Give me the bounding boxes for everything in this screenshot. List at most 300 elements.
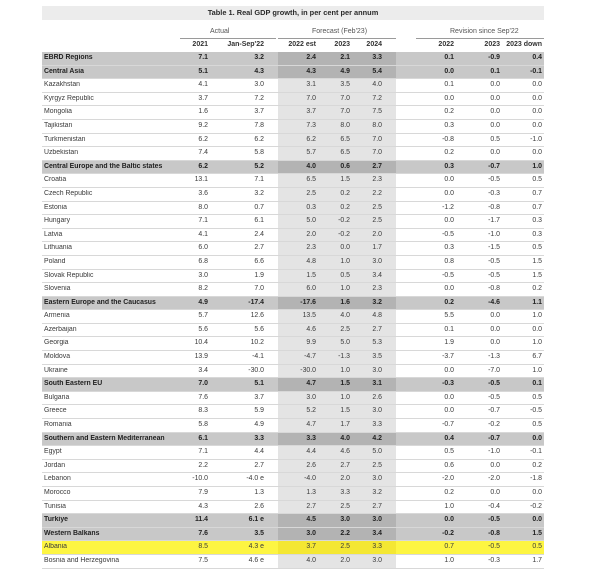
cell-value: 1.0 xyxy=(340,285,350,293)
cell-value: -17.4 xyxy=(248,298,264,306)
cell-value: 2.3 xyxy=(306,244,316,252)
row-label: Turkmenistan xyxy=(44,135,86,143)
cell-value: 3.0 xyxy=(372,516,382,524)
cell-value: 0.1 xyxy=(444,325,454,333)
cell-value: -30.0 xyxy=(248,366,264,374)
cell-value: 3.4 xyxy=(198,366,208,374)
cell-value: -0.2 xyxy=(338,217,350,225)
cell-value: 1.7 xyxy=(372,244,382,252)
column-header: 2023 down xyxy=(506,41,542,48)
row-label: Croatia xyxy=(44,176,67,184)
cell-value: 3.6 xyxy=(198,189,208,197)
cell-value: 0.5 xyxy=(490,135,500,143)
cell-value: 0.3 xyxy=(532,230,542,238)
cell-value: 5.9 xyxy=(254,407,264,415)
cell-value: 0.0 xyxy=(490,149,500,157)
cell-value: 0.5 xyxy=(340,271,350,279)
cell-value: -7.0 xyxy=(488,366,500,374)
table-title: Table 1. Real GDP growth, in per cent per annum xyxy=(42,6,544,20)
region-row xyxy=(42,52,544,66)
row-label: Poland xyxy=(44,257,66,265)
row-label: Bosnia and Herzegovina xyxy=(44,556,120,564)
cell-value: 2.7 xyxy=(306,502,316,510)
cell-value: -4.6 xyxy=(488,298,500,306)
cell-value: 0.0 xyxy=(444,189,454,197)
cell-value: 0.0 xyxy=(340,244,350,252)
cell-value: 3.1 xyxy=(306,81,316,89)
country-row xyxy=(42,215,544,229)
row-label: Hungary xyxy=(44,217,71,225)
cell-value: 0.5 xyxy=(532,176,542,184)
cell-value: 5.6 xyxy=(198,325,208,333)
cell-value: -1.5 xyxy=(488,244,500,252)
cell-value: 0.6 xyxy=(340,162,350,170)
cell-value: 5.1 xyxy=(254,380,264,388)
group-forecast: Forecast (Feb'23) xyxy=(312,28,368,35)
cell-value: -2.0 xyxy=(488,475,500,483)
cell-value: 2.7 xyxy=(372,325,382,333)
cell-value: -0.5 xyxy=(442,271,454,279)
cell-value: -0.2 xyxy=(338,230,350,238)
cell-value: 3.7 xyxy=(306,108,316,116)
row-label: Central Asia xyxy=(44,67,84,75)
cell-value: 7.6 xyxy=(198,529,208,537)
column-header: 2023 xyxy=(334,41,350,48)
cell-value: 13.9 xyxy=(194,353,208,361)
region-row xyxy=(42,66,544,80)
cell-value: 0.2 xyxy=(444,108,454,116)
cell-value: 3.4 xyxy=(372,529,382,537)
cell-value: -1.0 xyxy=(488,230,500,238)
cell-value: 1.6 xyxy=(198,108,208,116)
cell-value: 0.2 xyxy=(532,461,542,469)
cell-value: -0.8 xyxy=(488,203,500,211)
cell-value: 2.7 xyxy=(372,162,382,170)
country-row xyxy=(42,93,544,107)
cell-value: 7.0 xyxy=(254,285,264,293)
cell-value: 4.2 xyxy=(372,434,382,442)
cell-value: -0.2 xyxy=(530,502,542,510)
cell-value: 0.8 xyxy=(444,257,454,265)
cell-value: 2.5 xyxy=(372,203,382,211)
cell-value: 3.0 xyxy=(372,475,382,483)
cell-value: 4.3 e xyxy=(248,543,264,551)
cell-value: 3.0 xyxy=(372,556,382,564)
cell-value: 2.6 xyxy=(372,393,382,401)
cell-value: 2.0 xyxy=(340,475,350,483)
cell-value: 0.5 xyxy=(532,543,542,551)
column-header-row xyxy=(42,39,544,52)
cell-value: 0.0 xyxy=(532,108,542,116)
cell-value: 4.4 xyxy=(254,448,264,456)
cell-value: 4.7 xyxy=(306,421,316,429)
cell-value: 4.9 xyxy=(340,67,350,75)
cell-value: 4.0 xyxy=(340,434,350,442)
cell-value: 1.3 xyxy=(306,489,316,496)
cell-value: 6.8 xyxy=(198,257,208,265)
cell-value: -1.8 xyxy=(530,475,542,483)
cell-value: 4.6 xyxy=(306,325,316,333)
cell-value: 0.5 xyxy=(444,448,454,456)
cell-value: 1.5 xyxy=(340,380,350,388)
cell-value: 4.4 xyxy=(306,448,316,456)
cell-value: 0.0 xyxy=(490,339,500,347)
cell-value: 6.2 xyxy=(306,135,316,143)
column-header: 2022 est xyxy=(288,41,316,48)
cell-value: -10.0 xyxy=(192,475,208,483)
cell-value: 2.5 xyxy=(340,502,350,510)
cell-value: 2.5 xyxy=(340,325,350,333)
cell-value: 1.0 xyxy=(340,393,350,401)
row-label: Azerbaijan xyxy=(44,325,77,333)
row-label: Morocco xyxy=(44,489,71,496)
cell-value: -0.5 xyxy=(530,407,542,415)
column-header: 2021 xyxy=(192,41,208,48)
country-row xyxy=(42,174,544,188)
cell-value: 4.3 xyxy=(254,67,264,75)
region-row xyxy=(42,528,544,542)
cell-value: 13.1 xyxy=(194,176,208,184)
cell-value: -0.5 xyxy=(488,176,500,184)
cell-value: -4.7 xyxy=(304,353,316,361)
cell-value: 4.0 xyxy=(306,162,316,170)
row-label: Western Balkans xyxy=(44,529,100,537)
cell-value: 7.0 xyxy=(372,149,382,157)
cell-value: 7.1 xyxy=(198,217,208,225)
cell-value: -0.4 xyxy=(488,502,500,510)
cell-value: 2.5 xyxy=(372,461,382,469)
cell-value: -4.0 e xyxy=(246,475,264,483)
cell-value: -0.5 xyxy=(488,516,500,524)
cell-value: 0.0 xyxy=(444,94,454,102)
cell-value: -4.0 xyxy=(304,475,316,483)
cell-value: 4.9 xyxy=(198,298,208,306)
row-label: Turkiye xyxy=(44,516,68,524)
country-row xyxy=(42,229,544,243)
cell-value: 7.0 xyxy=(198,380,208,388)
cell-value: 3.2 xyxy=(372,489,382,496)
column-header: 2023 xyxy=(484,41,500,48)
cell-value: 0.7 xyxy=(532,189,542,197)
cell-value: 0.3 xyxy=(306,203,316,211)
cell-value: 1.1 xyxy=(532,298,542,306)
cell-value: 7.5 xyxy=(198,556,208,564)
cell-value: 1.0 xyxy=(532,312,542,320)
cell-value: 0.0 xyxy=(490,312,500,320)
cell-value: -0.8 xyxy=(488,529,500,537)
cell-value: 3.3 xyxy=(306,434,316,442)
cell-value: 4.0 xyxy=(306,556,316,564)
cell-value: 3.3 xyxy=(372,54,382,61)
cell-value: -2.0 xyxy=(442,475,454,483)
cell-value: 2.0 xyxy=(340,556,350,564)
cell-value: -0.2 xyxy=(488,421,500,429)
cell-value: 0.0 xyxy=(490,461,500,469)
country-row xyxy=(42,283,544,297)
cell-value: 0.7 xyxy=(444,543,454,551)
cell-value: 7.1 xyxy=(198,54,208,61)
cell-value: 7.1 xyxy=(198,448,208,456)
cell-value: 6.7 xyxy=(532,353,542,361)
cell-value: 5.8 xyxy=(198,421,208,429)
table-body xyxy=(42,52,544,569)
cell-value: 6.0 xyxy=(198,244,208,252)
cell-value: 2.5 xyxy=(340,543,350,551)
cell-value: 0.0 xyxy=(444,393,454,401)
cell-value: 7.1 xyxy=(254,176,264,184)
cell-value: 0.0 xyxy=(532,149,542,157)
cell-value: 8.0 xyxy=(198,203,208,211)
cell-value: 10.2 xyxy=(250,339,264,347)
cell-value: 5.7 xyxy=(306,149,316,157)
cell-value: 1.5 xyxy=(340,407,350,415)
cell-value: 11.4 xyxy=(194,516,208,524)
country-row xyxy=(42,541,544,555)
country-row xyxy=(42,188,544,202)
cell-value: 1.0 xyxy=(532,366,542,374)
row-label: Estonia xyxy=(44,203,67,211)
cell-value: 8.0 xyxy=(340,121,350,129)
cell-value: 0.0 xyxy=(444,217,454,225)
cell-value: 13.5 xyxy=(302,312,316,320)
cell-value: 1.6 xyxy=(340,298,350,306)
cell-value: 0.0 xyxy=(444,407,454,415)
cell-value: 2.4 xyxy=(254,230,264,238)
cell-value: 6.2 xyxy=(198,135,208,143)
cell-value: 7.6 xyxy=(198,393,208,401)
cell-value: 4.6 xyxy=(340,448,350,456)
cell-value: 2.2 xyxy=(198,461,208,469)
region-row xyxy=(42,514,544,528)
cell-value: 0.0 xyxy=(490,121,500,129)
cell-value: 5.0 xyxy=(340,339,350,347)
cell-value: -3.7 xyxy=(442,353,454,361)
cell-value: 3.3 xyxy=(372,421,382,429)
cell-value: 0.5 xyxy=(532,421,542,429)
row-label: Jordan xyxy=(44,461,66,469)
cell-value: 3.7 xyxy=(254,393,264,401)
cell-value: 6.5 xyxy=(306,176,316,184)
row-label: Moldova xyxy=(44,353,71,361)
cell-value: 2.6 xyxy=(306,461,316,469)
cell-value: 0.0 xyxy=(490,108,500,116)
cell-value: 0.0 xyxy=(490,489,500,496)
column-header: 2022 xyxy=(438,41,454,48)
country-row xyxy=(42,555,544,569)
cell-value: -0.5 xyxy=(488,380,500,388)
cell-value: 5.2 xyxy=(254,162,264,170)
cell-value: -0.5 xyxy=(488,543,500,551)
cell-value: 7.2 xyxy=(372,94,382,102)
cell-value: -1.2 xyxy=(442,203,454,211)
cell-value: 4.0 xyxy=(372,81,382,89)
cell-value: 2.2 xyxy=(372,189,382,197)
cell-value: 7.2 xyxy=(254,94,264,102)
cell-value: 3.0 xyxy=(198,271,208,279)
cell-value: 7.4 xyxy=(198,149,208,157)
row-label: Latvia xyxy=(44,230,63,238)
cell-value: 2.7 xyxy=(372,502,382,510)
cell-value: 6.1 xyxy=(254,217,264,225)
cell-value: 0.1 xyxy=(490,67,500,75)
cell-value: 3.0 xyxy=(306,529,316,537)
cell-value: 2.0 xyxy=(306,230,316,238)
cell-value: 7.0 xyxy=(340,108,350,116)
cell-value: 5.3 xyxy=(372,339,382,347)
cell-value: -0.3 xyxy=(442,380,454,388)
cell-value: 9.9 xyxy=(306,339,316,347)
cell-value: 8.3 xyxy=(198,407,208,415)
cell-value: -0.7 xyxy=(488,434,500,442)
row-label: South Eastern EU xyxy=(44,380,103,388)
row-label: Lithuania xyxy=(44,244,72,252)
cell-value: -0.8 xyxy=(442,135,454,143)
cell-value: 2.7 xyxy=(254,244,264,252)
country-row xyxy=(42,310,544,324)
cell-value: 0.2 xyxy=(532,285,542,293)
cell-value: 3.3 xyxy=(254,434,264,442)
cell-value: 3.2 xyxy=(254,189,264,197)
cell-value: 4.8 xyxy=(306,257,316,265)
cell-value: 1.0 xyxy=(444,556,454,564)
cell-value: 4.8 xyxy=(372,312,382,320)
country-row xyxy=(42,446,544,460)
cell-value: -0.3 xyxy=(488,556,500,564)
region-row xyxy=(42,161,544,175)
cell-value: 1.7 xyxy=(532,556,542,564)
row-label: Eastern Europe and the Caucasus xyxy=(44,298,156,306)
cell-value: -0.2 xyxy=(442,529,454,537)
cell-value: 3.0 xyxy=(372,366,382,374)
cell-value: 5.6 xyxy=(254,325,264,333)
cell-value: 8.0 xyxy=(372,121,382,129)
cell-value: 3.0 xyxy=(372,407,382,415)
cell-value: -0.5 xyxy=(488,393,500,401)
column-group-header-row xyxy=(42,26,544,39)
cell-value: 5.0 xyxy=(306,217,316,225)
cell-value: 1.9 xyxy=(254,271,264,279)
cell-value: -4.1 xyxy=(252,353,264,361)
row-label: Southern and Eastern Mediterranean xyxy=(44,434,165,442)
cell-value: -0.8 xyxy=(488,285,500,293)
cell-value: 5.1 xyxy=(198,67,208,75)
cell-value: 3.0 xyxy=(340,516,350,524)
cell-value: -1.0 xyxy=(530,135,542,143)
region-row xyxy=(42,433,544,447)
cell-value: 1.0 xyxy=(444,502,454,510)
cell-value: 0.2 xyxy=(340,189,350,197)
cell-value: 0.3 xyxy=(444,162,454,170)
cell-value: 3.5 xyxy=(340,81,350,89)
column-header: Jan-Sep'22 xyxy=(227,41,264,48)
cell-value: 0.2 xyxy=(340,203,350,211)
cell-value: 0.0 xyxy=(444,516,454,524)
cell-value: 0.3 xyxy=(444,121,454,129)
country-row xyxy=(42,351,544,365)
cell-value: 3.7 xyxy=(254,108,264,116)
cell-value: 2.2 xyxy=(340,529,350,537)
cell-value: -0.3 xyxy=(488,189,500,197)
country-row xyxy=(42,147,544,161)
cell-value: 6.5 xyxy=(340,149,350,157)
cell-value: 1.5 xyxy=(532,257,542,265)
cell-value: 0.1 xyxy=(444,81,454,89)
cell-value: 3.3 xyxy=(340,489,350,496)
cell-value: 3.2 xyxy=(372,298,382,306)
row-label: Tajikistan xyxy=(44,121,73,129)
cell-value: 0.0 xyxy=(444,285,454,293)
cell-value: 0.6 xyxy=(444,461,454,469)
cell-value: 7.0 xyxy=(306,94,316,102)
cell-value: -0.5 xyxy=(488,257,500,265)
cell-value: 5.8 xyxy=(254,149,264,157)
row-label: Georgia xyxy=(44,339,69,347)
cell-value: 7.9 xyxy=(198,489,208,496)
country-row xyxy=(42,202,544,216)
cell-value: 0.0 xyxy=(532,489,542,496)
country-row xyxy=(42,79,544,93)
cell-value: 7.3 xyxy=(306,121,316,129)
row-label: Kyrgyz Republic xyxy=(44,94,94,102)
cell-value: 0.0 xyxy=(532,121,542,129)
cell-value: 3.5 xyxy=(254,529,264,537)
cell-value: 3.0 xyxy=(306,393,316,401)
row-label: Czech Republic xyxy=(44,189,93,197)
cell-value: -0.7 xyxy=(488,162,500,170)
cell-value: 0.0 xyxy=(444,67,454,75)
cell-value: 2.3 xyxy=(372,176,382,184)
cell-value: -0.5 xyxy=(442,230,454,238)
cell-value: 0.0 xyxy=(532,434,542,442)
cell-value: 0.1 xyxy=(444,54,454,61)
cell-value: 3.4 xyxy=(372,271,382,279)
cell-value: 9.2 xyxy=(198,121,208,129)
row-label: Mongolia xyxy=(44,108,72,116)
cell-value: 0.3 xyxy=(532,217,542,225)
cell-value: -0.7 xyxy=(488,407,500,415)
cell-value: 0.2 xyxy=(444,149,454,157)
cell-value: 6.2 xyxy=(254,135,264,143)
country-row xyxy=(42,337,544,351)
group-actual: Actual xyxy=(210,28,230,35)
country-row xyxy=(42,106,544,120)
country-row xyxy=(42,365,544,379)
cell-value: 5.7 xyxy=(198,312,208,320)
cell-value: 7.8 xyxy=(254,121,264,129)
cell-value: 0.4 xyxy=(532,54,542,61)
row-label: Slovak Republic xyxy=(44,271,94,279)
cell-value: -17.6 xyxy=(300,298,316,306)
cell-value: -0.1 xyxy=(530,67,542,75)
cell-value: 0.7 xyxy=(532,203,542,211)
cell-value: 0.1 xyxy=(532,380,542,388)
cell-value: 6.5 xyxy=(340,135,350,143)
gdp-growth-table xyxy=(42,6,544,569)
cell-value: 5.4 xyxy=(372,67,382,75)
row-label: EBRD Regions xyxy=(44,54,93,61)
country-row xyxy=(42,256,544,270)
row-label: Lebanon xyxy=(44,475,71,483)
country-row xyxy=(42,120,544,134)
cell-value: 2.7 xyxy=(254,461,264,469)
cell-value: 3.7 xyxy=(306,543,316,551)
cell-value: 6.2 xyxy=(198,162,208,170)
country-row xyxy=(42,242,544,256)
cell-value: 0.0 xyxy=(532,325,542,333)
cell-value: 8.5 xyxy=(198,543,208,551)
cell-value: 1.5 xyxy=(532,271,542,279)
cell-value: 3.0 xyxy=(254,81,264,89)
